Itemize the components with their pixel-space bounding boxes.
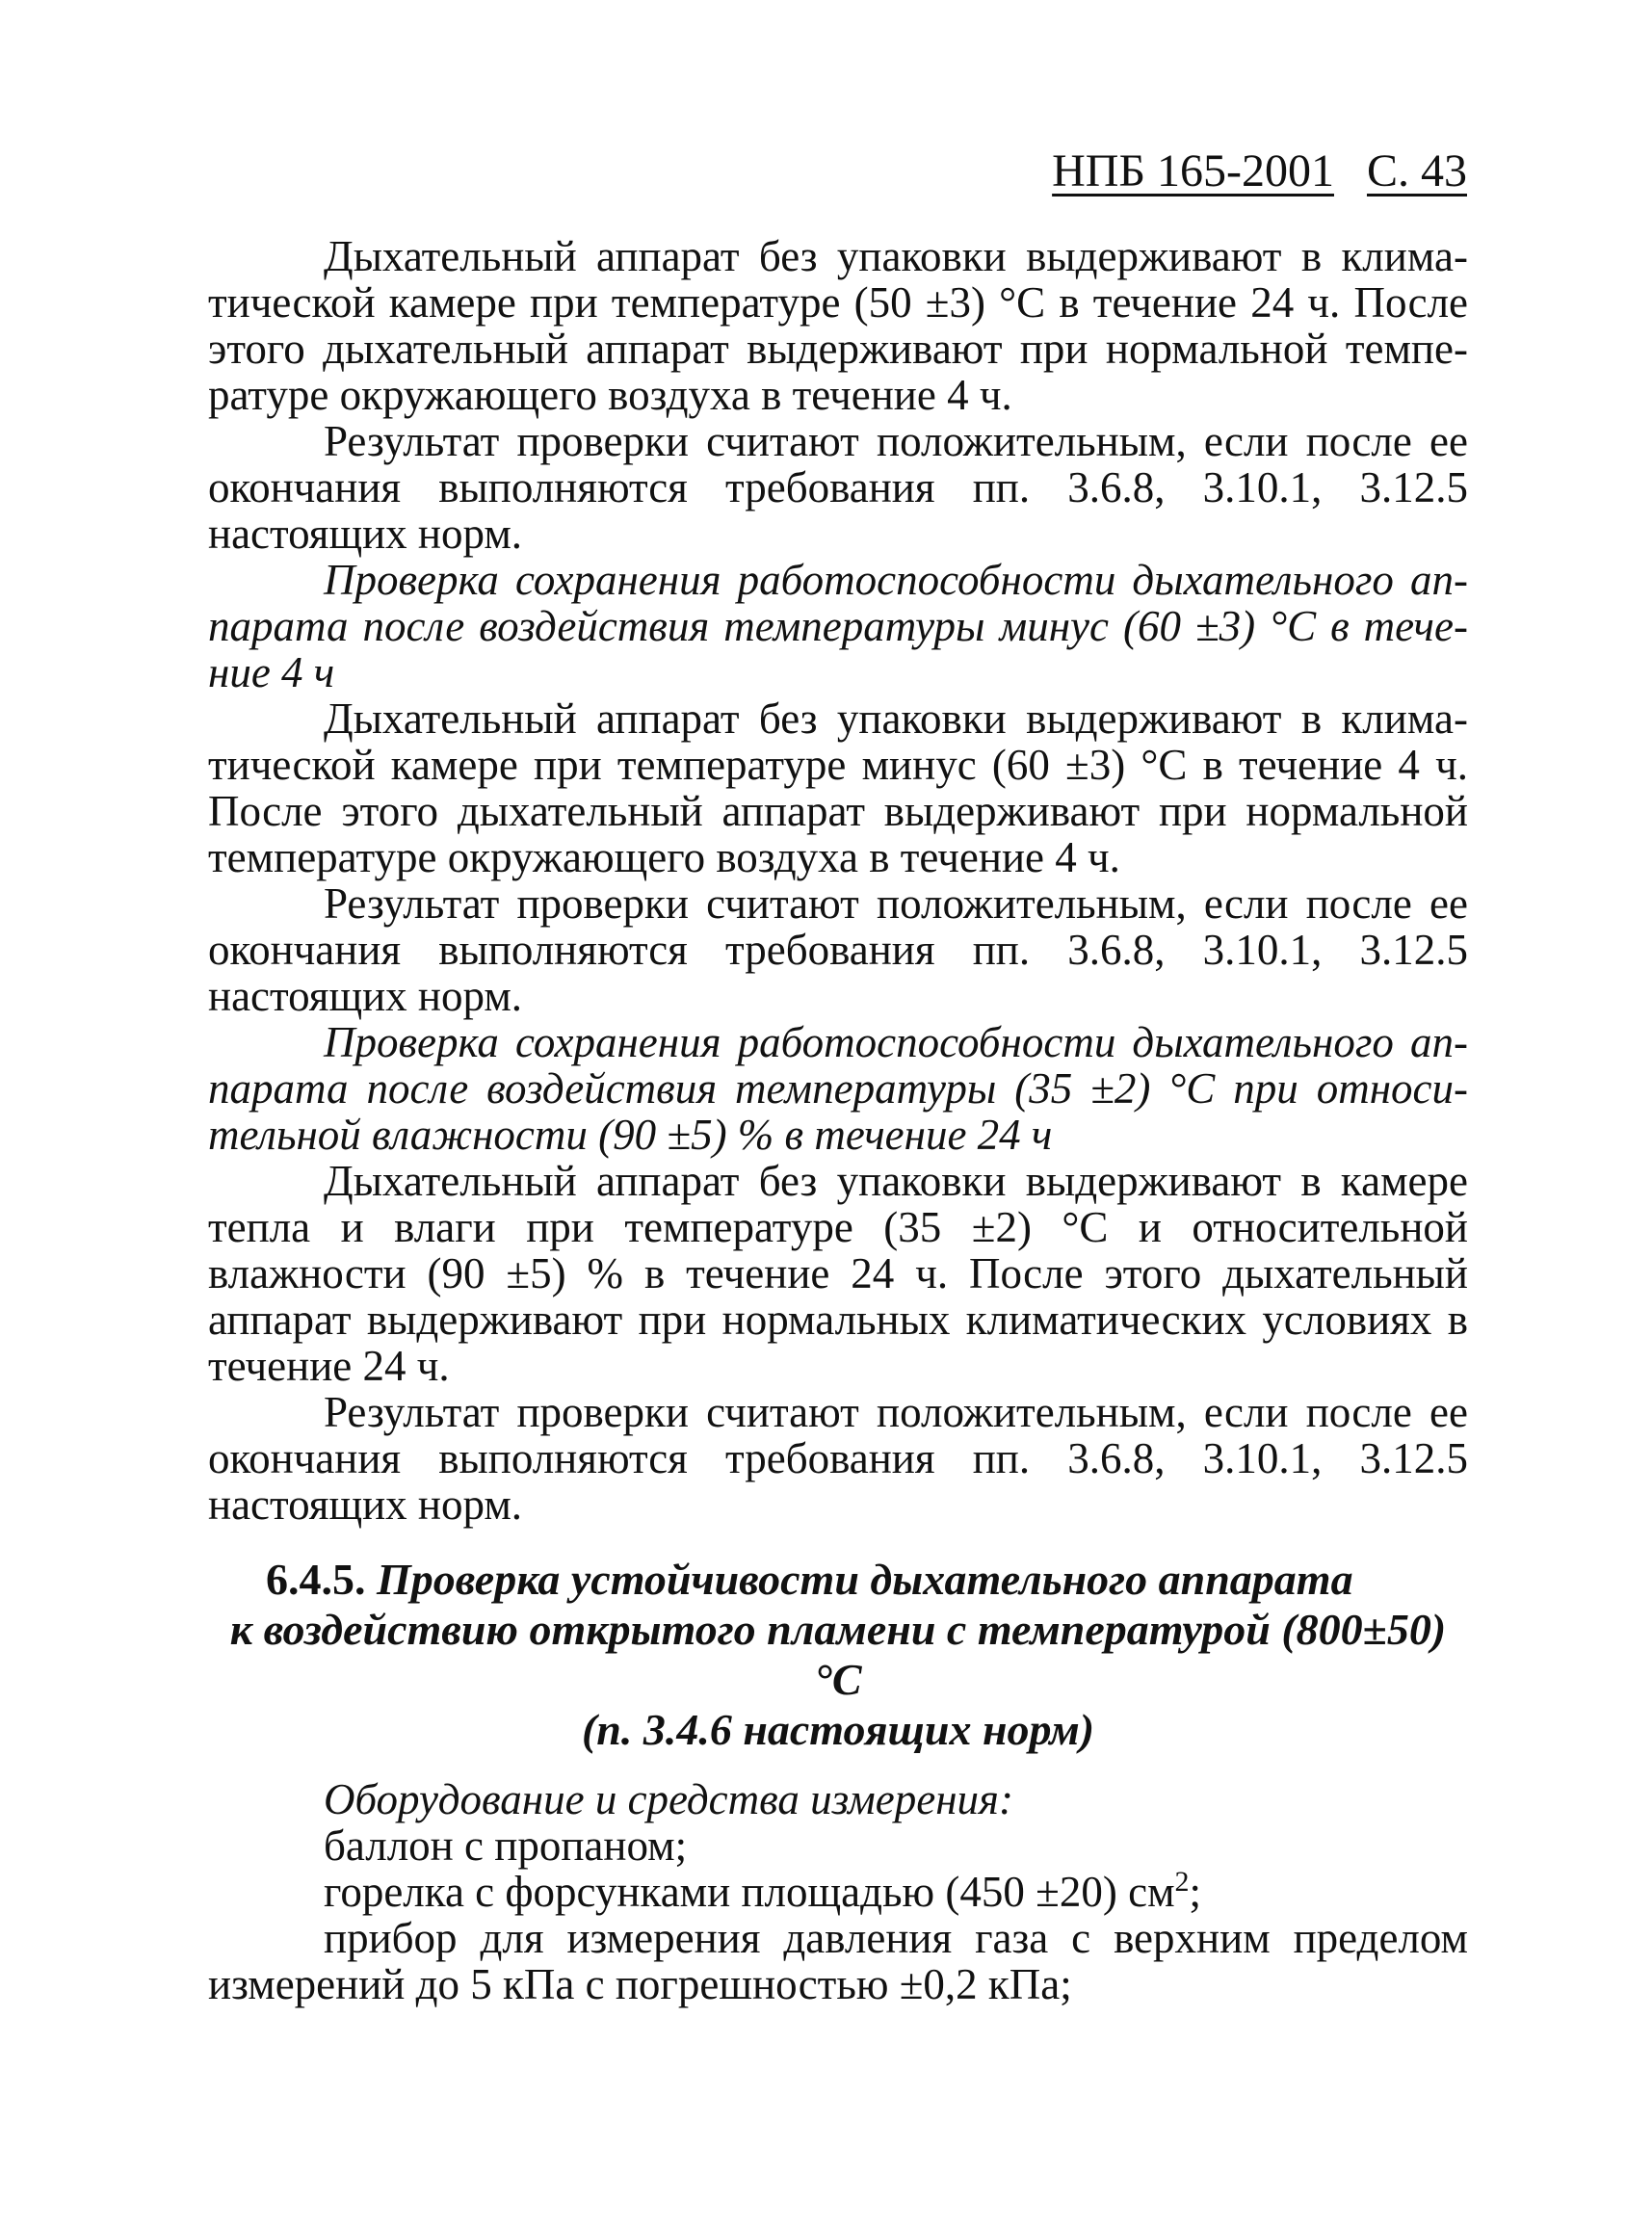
paragraph: Дыхательный аппарат без упаковки выдерживают в климатической камере при температуре минус (60 ±3) °С в течение 4 ч. После этого дыхательный аппарат выдерживают при нормальной температуре окружающего воздуха в течение 4 ч. — [208, 694, 1468, 881]
equipment-item — [208, 1866, 1468, 1916]
paragraph: Результат проверки считают положительным, если после ее окончания выполняются требования пп. 3.6.8, 3.10.1, 3.12.5 настоящих норм. — [208, 1388, 1468, 1529]
section-heading-line-3: (п. 3.4.6 настоящих норм) — [581, 1705, 1095, 1754]
section-heading-line-1 — [208, 1555, 1468, 1605]
subsection-title: Проверка сохранения работоспособности дыхательного аппарата после воздействия температуры минус (60 ±3) °С в течение 4 ч — [208, 556, 1468, 696]
section-heading-line-2: к воздействию открытого пламени с температурой (800±50) °С — [229, 1605, 1447, 1704]
equipment-item: прибор для измерения давления газа с верхним пределом измерений до 5 кПа с погрешностью ±0,2 кПа; — [208, 1914, 1468, 2008]
equipment-item-tail: ; — [1189, 1868, 1202, 1916]
section-title-part-1: Проверка устойчивости дыхательного аппарата — [377, 1555, 1353, 1604]
section-heading — [208, 1555, 1468, 1755]
page-header — [1052, 144, 1467, 198]
page-content — [208, 233, 1468, 2007]
equipment-heading: Оборудование и средства измерения: — [324, 1775, 1013, 1823]
superscript: 2 — [1174, 1866, 1190, 1898]
paragraph: Дыхательный аппарат без упаковки выдерживают в камере тепла и влаги при температуре (35 ±2) °С и относительной влажности (90 ±5) % в течение 24 ч. После этого дыхательный аппарат выдерживают при нормальных климатических условиях в течение 24 ч. — [208, 1157, 1468, 1390]
paragraph: Дыхательный аппарат без упаковки выдерживают в климатической камере при температуре (50 ±3) °С в течение 24 ч. После этого дыхательный аппарат выдерживают при нормальной температуре окружающего воздуха в течение 4 ч. — [208, 232, 1468, 419]
paragraph: Результат проверки считают положительным, если после ее окончания выполняются требования пп. 3.6.8, 3.10.1, 3.12.5 настоящих норм. — [208, 879, 1468, 1020]
subsection-title: Проверка сохранения работоспособности дыхательного аппарата после воздействия температуры (35 ±2) °С при относительной влажности (90 ±5) % в течение 24 ч — [208, 1018, 1468, 1159]
paragraph: Результат проверки считают положительным, если после ее окончания выполняются требования пп. 3.6.8, 3.10.1, 3.12.5 настоящих норм. — [208, 417, 1468, 558]
document-code: НПБ 165-2001 — [1052, 145, 1334, 196]
section-number: 6.4.5. — [266, 1555, 366, 1604]
equipment-item: баллон с пропаном; — [324, 1821, 688, 1870]
equipment-item-text: горелка с форсунками площадью (450 ±20) см — [324, 1868, 1175, 1916]
page-number: С. 43 — [1366, 145, 1467, 196]
